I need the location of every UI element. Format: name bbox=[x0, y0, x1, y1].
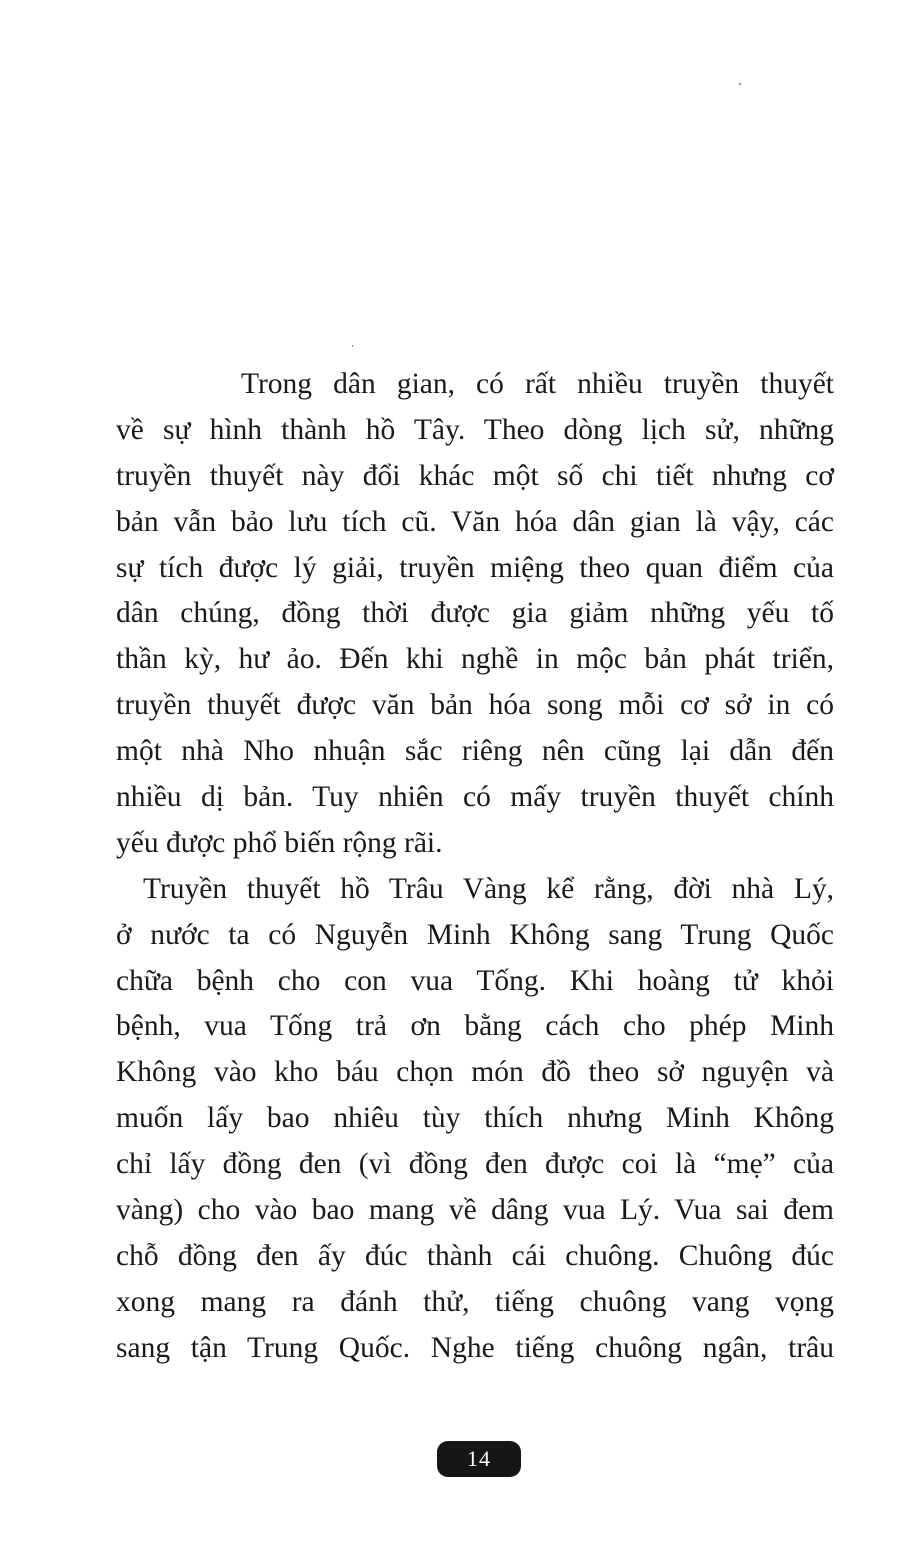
text-line: chỉ lấy đồng đen (vì đồng đen được coi là “mẹ” của bbox=[116, 1148, 834, 1181]
text-line: bệnh, vua Tống trả ơn bằng cách cho phép Minh bbox=[116, 1010, 834, 1043]
text-line: một nhà Nho nhuận sắc riêng nên cũng lại dẫn đến bbox=[116, 735, 834, 768]
text-line: truyền thuyết này đổi khác một số chi tiết nhưng cơ bbox=[116, 459, 834, 492]
text-line: về sự hình thành hồ Tây. Theo dòng lịch sử, những bbox=[116, 413, 834, 446]
paragraph-2 bbox=[116, 867, 834, 1372]
text-line: Truyền thuyết hồ Trâu Vàng kể rằng, đời nhà Lý, bbox=[143, 872, 834, 905]
text-line: bản vẫn bảo lưu tích cũ. Văn hóa dân gian là vậy, các bbox=[116, 505, 834, 538]
text-line: nhiều dị bản. Tuy nhiên có mấy truyền thuyết chính bbox=[116, 781, 834, 814]
scan-speck bbox=[739, 83, 741, 85]
body-text bbox=[116, 362, 834, 1372]
text-line: yếu được phổ biến rộng rãi. bbox=[116, 826, 443, 859]
text-line: Không vào kho báu chọn món đồ theo sở nguyện và bbox=[116, 1056, 834, 1089]
text-line: ở nước ta có Nguyễn Minh Không sang Trung Quốc bbox=[116, 918, 834, 951]
text-line: xong mang ra đánh thử, tiếng chuông vang vọng bbox=[116, 1285, 834, 1318]
text-line: dân chúng, đồng thời được gia giảm những yếu tố bbox=[116, 597, 834, 630]
paragraph-1 bbox=[116, 362, 834, 867]
text-line: vàng) cho vào bao mang về dâng vua Lý. Vua sai đem bbox=[116, 1194, 834, 1227]
text-line: sự tích được lý giải, truyền miệng theo quan điểm của bbox=[116, 551, 834, 584]
page-number-badge bbox=[437, 1441, 521, 1477]
text-line: chỗ đồng đen ấy đúc thành cái chuông. Chuông đúc bbox=[116, 1239, 834, 1272]
text-line: chữa bệnh cho con vua Tống. Khi hoàng tử khỏi bbox=[116, 964, 834, 997]
scan-speck bbox=[352, 345, 353, 347]
text-line: thần kỳ, hư ảo. Đến khi nghề in mộc bản phát triển, bbox=[116, 643, 834, 676]
text-line: sang tận Trung Quốc. Nghe tiếng chuông ngân, trâu bbox=[116, 1331, 834, 1364]
page-number: 14 bbox=[467, 1446, 491, 1471]
text-line: truyền thuyết được văn bản hóa song mỗi cơ sở in có bbox=[116, 689, 834, 722]
text-line: muốn lấy bao nhiêu tùy thích nhưng Minh Không bbox=[116, 1102, 834, 1135]
text-line: Trong dân gian, có rất nhiều truyền thuyết bbox=[241, 368, 834, 400]
